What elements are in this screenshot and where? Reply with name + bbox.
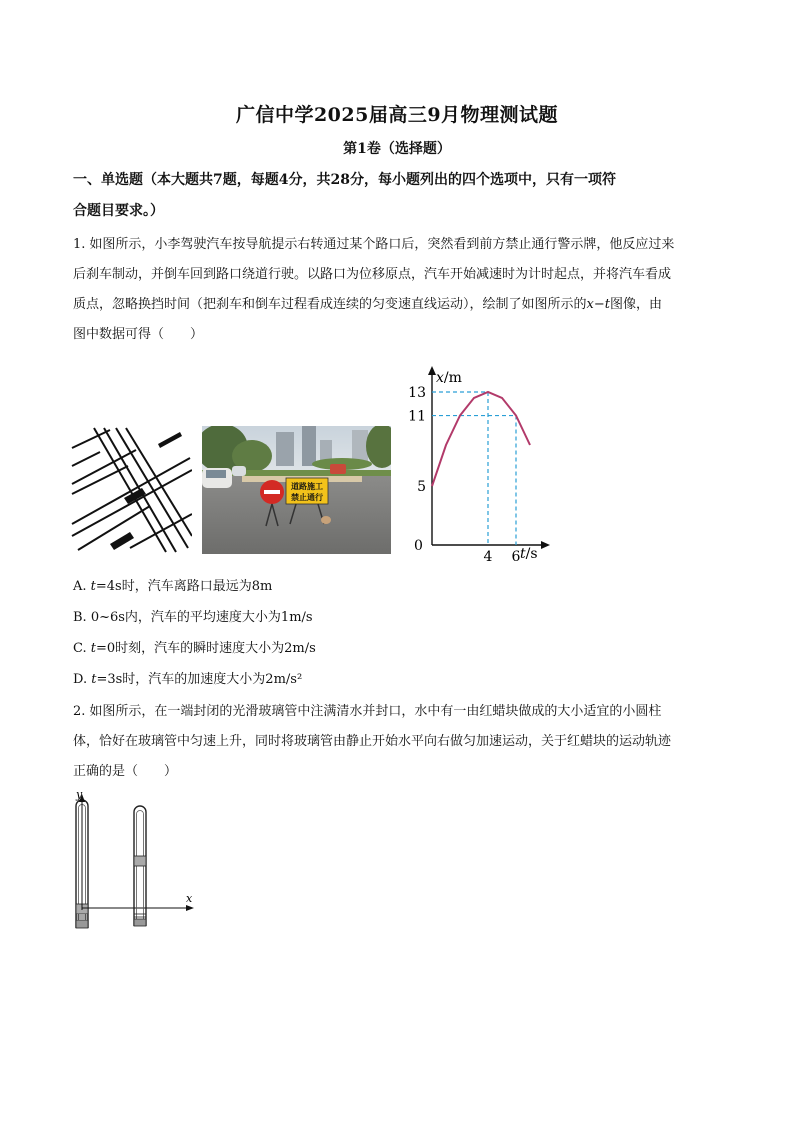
q2-line3: 正确的是（ ） [73,764,178,779]
glass-tube-figure [68,786,198,932]
section-heading [73,165,733,227]
question-2-text [73,697,733,787]
exam-title: 广信中学2025届高三9月物理测试题 [235,104,559,126]
sign-text-line1: 道路施工 [291,481,323,491]
y-tick-5: 5 [417,479,426,496]
q1-line4: 图中数据可得（ ） [73,327,204,342]
q1-line3a: 质点，忽略换挡时间（把刹车和倒车过程看成连续的匀变速直线运动），绘制了如图所示的 [73,297,587,312]
q1-option-a[interactable]: A. t=4s时，汽车离路口最远为8m [73,579,273,594]
q2-line2: 体，恰好在玻璃管中匀速上升，同时将玻璃管由静止开始水平向右做匀加速运动，关于红蜡块的运动轨迹 [73,734,672,749]
road-closure-photo [202,426,391,554]
sign-text-line2: 禁止通行 [291,492,323,502]
question-1-text [73,230,733,350]
q2-line1: 如图所示，在一端封闭的光滑玻璃管中注满清水并封口，水中有一由红蜡块做成的大小适宜的小圆柱 [89,704,662,719]
volume-heading: 第1卷（选择题） [343,141,451,157]
wax-block-right [134,856,146,866]
xt-graph [404,362,554,562]
question-2-number: 2. [73,704,86,719]
origin-label: 0 [414,538,423,554]
x-axis-label: t/s [520,546,538,562]
question-1-number: 1. [73,237,86,252]
xt-curve [432,392,530,486]
x-tick-6: 6 [511,549,521,562]
q1-xt-symbol: x−t [586,297,610,312]
tube-y-axis-label: y [76,788,83,801]
y-axis-arrow [428,366,436,375]
q1-line3b: 图像，由 [609,297,662,312]
q1-option-d[interactable]: D. t=3s时，汽车的加速度大小为2m/s² [73,672,303,687]
q1-option-b[interactable]: B. 0~6s内，汽车的平均速度大小为1m/s [73,610,313,625]
section-heading-line1: 一、单选题（本大题共7题，每题4分，共28分，每小题列出的四个选项中，只有一项符 [73,172,616,188]
q1-line2: 后刹车制动，并倒车回到路口绕道行驶。以路口为位移原点，汽车开始减速时为计时起点，并将汽车看成 [73,267,672,282]
section-heading-line2: 合题目要求。） [73,203,164,219]
x-axis-arrow [541,541,550,549]
road-map-figure [70,426,192,554]
y-tick-11: 11 [408,408,426,425]
q1-option-c[interactable]: C. t=0时刻，汽车的瞬时速度大小为2m/s [73,641,316,656]
tube-x-axis-label: x [186,892,193,905]
x-tick-4: 4 [483,549,493,562]
y-axis-label: x/m [436,370,462,386]
y-tick-13: 13 [408,385,426,401]
q1-line1: 如图所示，小李驾驶汽车按导航提示右转通过某个路口后，突然看到前方禁止通行警示牌，他反应过来 [89,237,675,252]
